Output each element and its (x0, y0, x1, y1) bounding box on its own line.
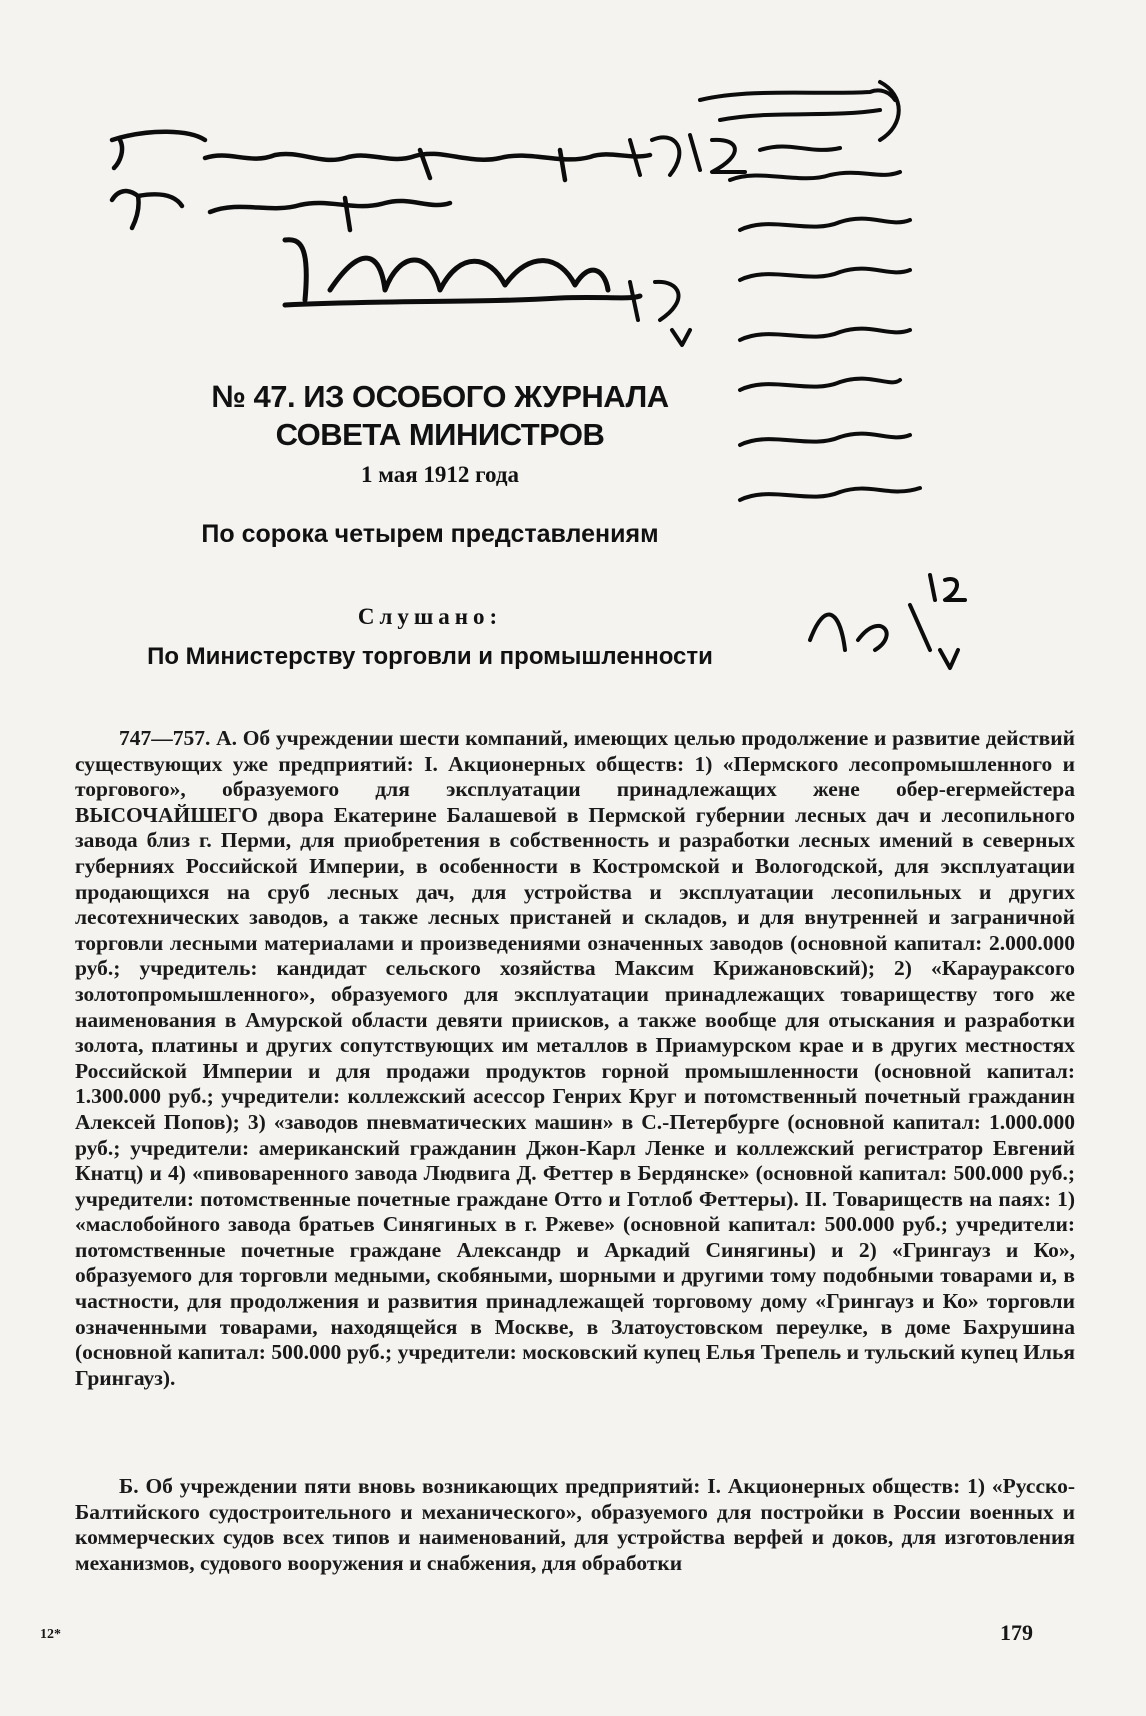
page-number: 179 (1000, 1620, 1033, 1645)
listened-heading: Слушано: (357, 604, 503, 629)
handwritten-resolution-line1 (112, 132, 650, 180)
ministry-heading: По Министерству торговли и промышленности (147, 643, 713, 670)
signature-mark: 12* (40, 1627, 61, 1642)
document-title-council: СОВЕТА МИНИСТРОВ (275, 417, 605, 452)
representations-heading: По сорока четырем представлениям (201, 520, 659, 548)
handwritten-minister-signatures (730, 172, 920, 500)
handwritten-date-marks (630, 135, 840, 345)
handwritten-signature-lodyzhensky (285, 240, 640, 305)
document-number-title: № 47. ИЗ ОСОБОГО ЖУРНАЛА (211, 379, 669, 414)
handwritten-draft-label (700, 82, 899, 140)
body-paragraph-a: 747—757. А. Об учреждении шести компаний, имеющих целью продолжение и развитие действий существующих уже предприятий: I. Акционерных обществ: 1) «Пермского лесопромышленного и торгового», образуемого для эксплуатации принадлежащих жене обер-егермейстера ВЫСОЧАЙШЕГО двора Екатерине Балашевой в Пермской губернии лесных дач и лесопильного завода близ г. Перми, для приобретения в собственность и разработки лесных имений в северных губерниях Российской Империи, в особенности в Костромской и Вологодской, для эксплуатации продающихся на сруб лесных дач, для устройства и эксплуатации лесопильных и других лесотехнических заводов, а также лесных пристаней и складов, и для внутренней и заграничной торговли лесными материалами и произведениями означенных заводов (основной капитал: 2.000.000 руб.; учредитель: кандидат сельского хозяйства Максим Крижановский); 2) «Караураксого золотопромышленного», образуемого для эксплуатации принадлежащих товариществу того же наименования в Амурской области девяти приисков, а также вообще для отыскания и разработки золота, платины и других сопутствующих им металлов в Приамурском крае и в других местностях Российской Империи и для продажи продуктов горной промышленности (основной капитал: 1.300.000 руб.; учредители: коллежский асессор Генрих Круг и потомственный почетный гражданин Алексей Попов); 3) «заводов пневматических машин» в С.-Петербурге (основной капитал: 1.000.000 руб.; учредители: американский гражданин Джон-Карл Ленке и коллежский регистратор Евгений Кнатц) и 4) «пивоваренного завода Людвига Д. Феттер в Бердянске» (основной капитал: 500.000 руб.; учредители: потомственные почетные граждане Отто и Готлоб Феттеры). II. Товариществ на паях: 1) «маслобойного завода братьев Синягиных в г. Ржеве» (основной капитал: 500.000 руб.; учредители: потомственные почетные граждане Александр и Аркадий Синягины) и 2) «Грингауз и Ко», образуемого для торговли медными, скобяными, шорными и другими тому подобными товарами и, в частности, для продолжения и развития принадлежащей торговому дому «Грингауз и Ко» торговли означенными товарами, находящейся в Москве, в Златоустовском переулке, в доме Бахрушина (основной капитал: 500.000 руб.; учредители: московский купец Елья Трепель и тульский купец Илья Грингауз). (75, 726, 1075, 1390)
handwritten-bottom-mark (810, 575, 965, 668)
body-paragraph-b: Б. Об учреждении пяти вновь возникающих предприятий: I. Акционерных обществ: 1) «Русско-Балтийского судостроительного и механического», образуемого для постройки в России военных и коммерческих судов всех типов и наименований, для устройства верфей и доков, для изготовления механизмов, судового вооружения и снабжения, для обработки (75, 1474, 1075, 1575)
document-date: 1 мая 1912 года (360, 462, 520, 487)
handwritten-resolution-line2 (112, 191, 450, 230)
